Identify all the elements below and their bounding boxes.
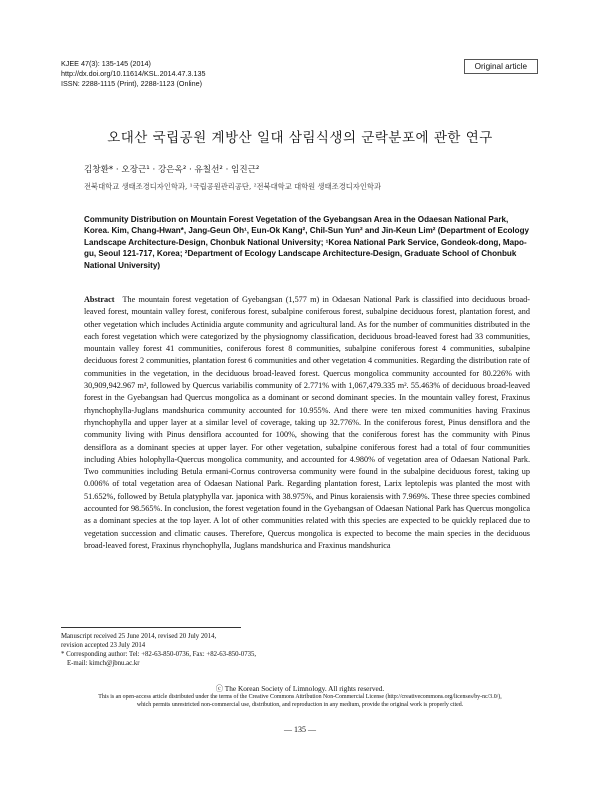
abstract [84, 294, 530, 552]
journal-meta [61, 59, 206, 89]
article-type-badge: Original article [464, 59, 538, 74]
english-title-block: Community Distribution on Mountain Forest Vegetation of the Gyebangsan Area in the Odaesan National Park, Korea. Kim, Chang-Hwan*, Jang-Geun Oh¹, Eun-Ok Kang², Chil-Sun Yun² and Jin-Keun Lim² (Department of Ecology Landscape Architecture-Design, Chonbuk National University; ¹Korea National Park Service, Gondeok-dong, Mapo-gu, Seoul 121-717, Korea; ²Department of Ecology Landscape Architecture-Design, Graduate School of Chonbuk National University) [84, 215, 530, 270]
paper-title-korean: 오대산 국립공원 계방산 일대 삼림식생의 군락분포에 관한 연구 [107, 130, 493, 146]
issn-line: ISSN: 2288-1115 (Print), 2288-1123 (Online) [61, 79, 203, 88]
author-list-korean: 김창환* · 오장근¹ · 강은옥² · 유칠선² · 임진근² [84, 165, 260, 175]
footnote-received: Manuscript received 25 June 2014, revised 20 July 2014, [61, 633, 217, 640]
journal-citation: KJEE 47(3): 135-145 (2014) [61, 59, 151, 68]
footnotes [61, 632, 256, 668]
copyright-line: ⓒ The Korean Society of Limnology. All rights reserved. [215, 684, 385, 693]
license-line-1: This is an open-access article distributed under the terms of the Creative Commons Attribution Non-Commercial License (http://creativecommons.org/licenses/by-nc/3.0/), [98, 694, 502, 700]
affiliation-korean: 전북대학교 생태조경디자인학과, ¹국립공원관리공단, ²전북대학교 대학원 생태조경디자인학과 [84, 182, 381, 191]
footnote-corresponding: * Corresponding author: Tel: +82-63-850-0736, Fax: +82-63-850-0735, [61, 651, 257, 658]
abstract-text: The mountain forest vegetation of Gyebangsan (1,577 m) in Odaesan National Park is classified into deciduous broad-leaved forest, mountain valley forest, coniferous forest, subalpine coniferous forest, subalpine deciduous forest, plantation forest, and other vegetation which includes Actinidia argute community and agricultural land. As for the number of communities distributed in the each forest vegetation which were categorized by the physiognomy classification, deciduous broad-leaved forest had 33 communities, mountain valley forest 41 communities, coniferous forest 8 communities, subalpine coniferous forest 4 communities, subalpine deciduous forest 2 communities, plantation forest 6 communities and other vegetation 4 communities. Regarding the distribution rate of communities in the vegetation, in the deciduous broad-leaved forest. Quercus mongolica community accounted for 80.226% with 30,909,942.967 m², followed by Quercus variabilis community of 2.771% with 1,067,479.335 m². 55.463% of deciduous broad-leaved forest in the Gyebangsan had Quercus mongolica as a dominant or second dominant species. In the mountain valley forest, Fraxinus rhynchophylla-Juglans mandshurica community accounted for 10.955%. And there were ten mixed communities having Fraxinus rhynchophylla and upper layer at a similar level of coverage, taking up 32.776%. In the coniferous forest, Pinus densiflora and the community living with Pinus densiflora accounted for 100%, showing that the coniferous forest has the community with Pinus densiflora as a dominant species at upper layer. For other vegetation, subalpine coniferous forest had a total of four communities including Abies holophylla-Quercus mongolica community, and accounted for 4.980% of vegetation area of Odaesan National Park. Two communities including Betula ermani-Cornus controversa community were found in the subalpine deciduous forest, taking up 0.006% of total vegetation area of Odaesan National Park. Regarding plantation forest, Larix leptolepis was planted the most with 51.652%, followed by Betula platyphylla var. japonica with 38.975%, and Pinus koraiensis with 7.969%. These three species combined accounted for 98.565%. In conclusion, the forest vegetation found in the Gyebangsan of Odaesan National Park has Quercus mongolica as a dominant species at the top layer. A lot of other communities related with this species are expected to be quickly replaced due to vegetation succession and climatic causes. Therefore, Quercus mongolica is expected to become the main species in the deciduous broad-leaved forest, Fraxinus rhynchophylla, Juglans mandshurica and Fraxinus mandshurica [84, 295, 530, 550]
page-number: — 135 — [284, 725, 316, 734]
license-notice [40, 693, 560, 709]
doi-line: http://dx.doi.org/10.11614/KSL.2014.47.3.135 [61, 69, 206, 78]
abstract-label: Abstract [84, 295, 115, 304]
footnote-email: E-mail: kimch@jbnu.ac.kr [67, 660, 140, 667]
license-line-2: which permits unrestricted non-commercial use, distribution, and reproduction in any medium, provide the original work is properly cited. [136, 702, 464, 708]
footnote-divider [61, 627, 241, 628]
footnote-accepted: revision accepted 23 July 2014 [61, 642, 146, 649]
